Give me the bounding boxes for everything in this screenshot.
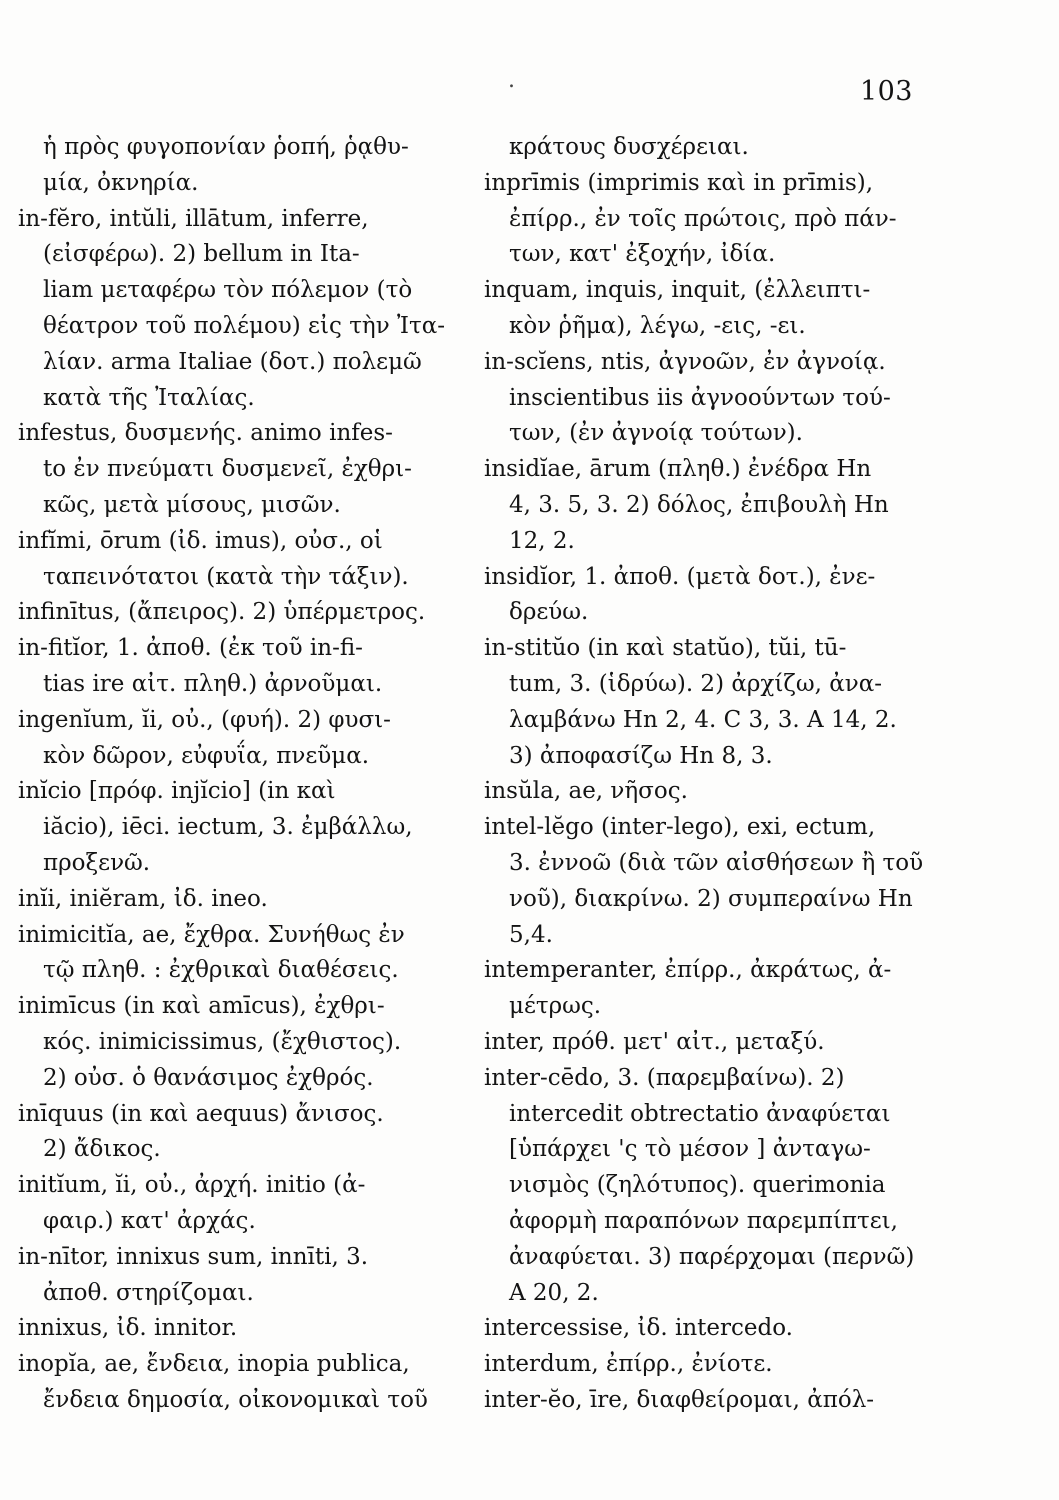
continuation-line: iăcio), iēci. iectum, 3. ἐμβάλλω, (43, 814, 413, 841)
entry-headword-line: ingenĭum, ĭi, οὐ., (φυή). 2) φυσι- (18, 706, 391, 733)
entry-headword-line: insidĭor, 1. ἀποθ. (μετὰ δοτ.), ἐνε- (484, 563, 876, 590)
continuation-line: κράτους δυσχέρειαι. (509, 134, 749, 160)
right-column (484, 130, 926, 1430)
entry-headword-line: in-nītor, innixus sum, innīti, 3. (18, 1243, 369, 1270)
continuation-line: ἀποθ. στηρίζομαι. (43, 1279, 254, 1306)
continuation-line: φαιρ.) κατ' ἀρχάς. (43, 1207, 256, 1234)
entry-headword-line: inter-cēdo, 3. (παρεμβαίνω). 2) (484, 1064, 845, 1091)
entry-headword-line: inprīmis (imprimis καὶ in prīmis), (484, 169, 874, 196)
continuation-line: νοῦ), διακρίνω. 2) συμπεραίνω Hn (509, 885, 913, 912)
entry-headword-line: intel-lĕgo (inter-lego), exi, ectum, (484, 814, 876, 841)
entry-headword-line: intemperanter, ἐπίρρ., ἀκράτως, ἀ- (484, 957, 892, 984)
entry-headword-line: inimīcus (in καὶ amīcus), ἐχθρι- (18, 993, 385, 1020)
entry-headword-line: in-stitŭo (in καὶ statŭo), tŭi, tū- (484, 635, 847, 662)
continuation-line: tum, 3. (ἱδρύω). 2) ἀρχίζω, ἀνα- (509, 670, 883, 697)
stray-dot: . (508, 68, 515, 93)
continuation-line: δρεύω. (509, 599, 589, 626)
entry-headword-line: in-fĕro, intŭli, illātum, inferre, (18, 205, 369, 232)
continuation-line: κῶς, μετὰ μίσους, μισῶν. (43, 491, 341, 518)
continuation-line: 2) οὐσ. ὁ θανάσιμος ἐχθρός. (43, 1064, 374, 1091)
continuation-line: liam μεταφέρω τὸν πόλεμον (τὸ (43, 277, 413, 304)
entry-headword-line: insidĭae, ārum (πληθ.) ἐνέδρα Hn (484, 456, 872, 483)
continuation-line: θέατρον τοῦ πολέμου) εἰς τὴν Ἰτα- (43, 312, 445, 339)
continuation-line: ἡ πρὸς φυγοπονίαν ῥοπή, ῥᾳθυ- (43, 134, 409, 160)
continuation-line: tias ire αἰτ. πληθ.) ἀρνοῦμαι. (43, 670, 383, 697)
continuation-line: ἔνδεια δημοσία, οἰκονομικαὶ τοῦ (43, 1386, 428, 1413)
entry-headword-line: in-fitĭor, 1. ἀποθ. (ἐκ τοῦ in-fi- (18, 635, 363, 662)
continuation-line: κατὰ τῆς Ἰταλίας. (43, 384, 255, 411)
continuation-line: 3) ἀποφασίζω Hn 8, 3. (509, 742, 773, 769)
continuation-line: κὸν ῥῆμα), λέγω, -εις, -ει. (509, 312, 806, 339)
continuation-line: κός. inimicissimus, (ἔχθιστος). (43, 1028, 402, 1055)
continuation-line: [ὑπάρχει 'ς τὸ μέσον ] ἀνταγω- (509, 1136, 871, 1163)
entry-headword-line: infĭmi, ōrum (ἰδ. imus), οὐσ., οἱ (18, 527, 383, 554)
continuation-line: 3. ἐννοῶ (διὰ τῶν αἰσθήσεων ἢ τοῦ (509, 849, 924, 876)
entry-headword-line: in-scĭens, ntis, ἀγνοῶν, ἐν ἀγνοίᾳ. (484, 348, 886, 375)
continuation-line: intercedit obtrectatio ἀναφύεται (509, 1100, 891, 1127)
continuation-line: μέτρως. (509, 993, 602, 1020)
continuation-line: λίαν. arma Italiae (δοτ.) πολεμῶ (43, 348, 422, 375)
entry-headword-line: inimicitĭa, ae, ἔχθρα. Συνήθως ἐν (18, 921, 405, 948)
entry-headword-line: inopĭa, ae, ἔνδεια, inopia publica, (18, 1351, 410, 1378)
entry-headword-line: inĭi, iniĕram, ἰδ. ineo. (18, 885, 268, 912)
entry-headword-line: inīquus (in καὶ aequus) ἄνισος. (18, 1100, 384, 1127)
continuation-line: κὸν δῶρον, εὐφυΐα, πνεῦμα. (43, 742, 370, 769)
continuation-line: 5,4. (509, 921, 553, 948)
entry-headword-line: interdum, ἐπίρρ., ἐνίοτε. (484, 1351, 773, 1378)
entry-headword-line: inquam, inquis, inquit, (ἐλλειπτι- (484, 277, 871, 304)
continuation-line: των, (ἐν ἀγνοίᾳ τούτων). (509, 420, 803, 447)
continuation-line: A 20, 2. (509, 1279, 599, 1306)
continuation-line: ἀναφύεται. 3) παρέρχομαι (περνῶ) (509, 1243, 915, 1270)
continuation-line: προξενῶ. (43, 849, 151, 876)
continuation-line: inscientibus iis ἀγνοούντων τού- (509, 384, 891, 411)
continuation-line: λαμβάνω Hn 2, 4. C 3, 3. A 14, 2. (509, 706, 897, 733)
continuation-line: ἐπίρρ., ἐν τοῖς πρώτοις, πρὸ πάν- (509, 205, 897, 232)
entry-headword-line: intercessise, ἰδ. intercedo. (484, 1315, 793, 1342)
continuation-line: to ἐν πνεύματι δυσμενεῖ, ἐχθρι- (43, 456, 412, 483)
entry-headword-line: innixus, ἰδ. innitor. (18, 1315, 238, 1342)
entry-headword-line: infinītus, (ἄπειρος). 2) ὑπέρμετρος. (18, 599, 426, 626)
entry-headword-line: inter, πρόθ. μετ' αἰτ., μεταξύ. (484, 1028, 825, 1055)
continuation-line: τῷ πληθ. : ἐχθρικαὶ διαθέσεις. (43, 957, 399, 984)
left-column (18, 130, 448, 1430)
continuation-line: των, κατ' ἐξοχήν, ἰδία. (509, 241, 776, 268)
entry-headword-line: insŭla, ae, νῆσος. (484, 778, 688, 805)
continuation-line: 12, 2. (509, 527, 575, 554)
page-number: 103 (859, 76, 913, 107)
entry-headword-line: initĭum, ĭi, οὐ., ἀρχή. initio (ἀ- (18, 1172, 366, 1199)
continuation-line: 2) ἄδικος. (43, 1136, 161, 1163)
continuation-line: (εἰσφέρω). 2) bellum in Ita- (43, 241, 360, 268)
continuation-line: ταπεινότατοι (κατὰ τὴν τάξιν). (43, 563, 409, 590)
entry-headword-line: inĭcio [πρόφ. injĭcio] (in καὶ (18, 778, 336, 805)
continuation-line: 4, 3. 5, 3. 2) δόλος, ἐπιβουλὴ Hn (509, 491, 889, 518)
entry-headword-line: infestus, δυσμενής. animo infes- (18, 420, 393, 447)
continuation-line: μία, ὀκνηρία. (43, 169, 199, 196)
continuation-line: ἀφορμὴ παραπόνων παρεμπίπτει, (509, 1207, 898, 1234)
entry-headword-line: inter-ĕo, īre, διαφθείρομαι, ἀπόλ- (484, 1386, 875, 1413)
continuation-line: νισμὸς (ζηλότυπος). querimonia (509, 1172, 886, 1199)
